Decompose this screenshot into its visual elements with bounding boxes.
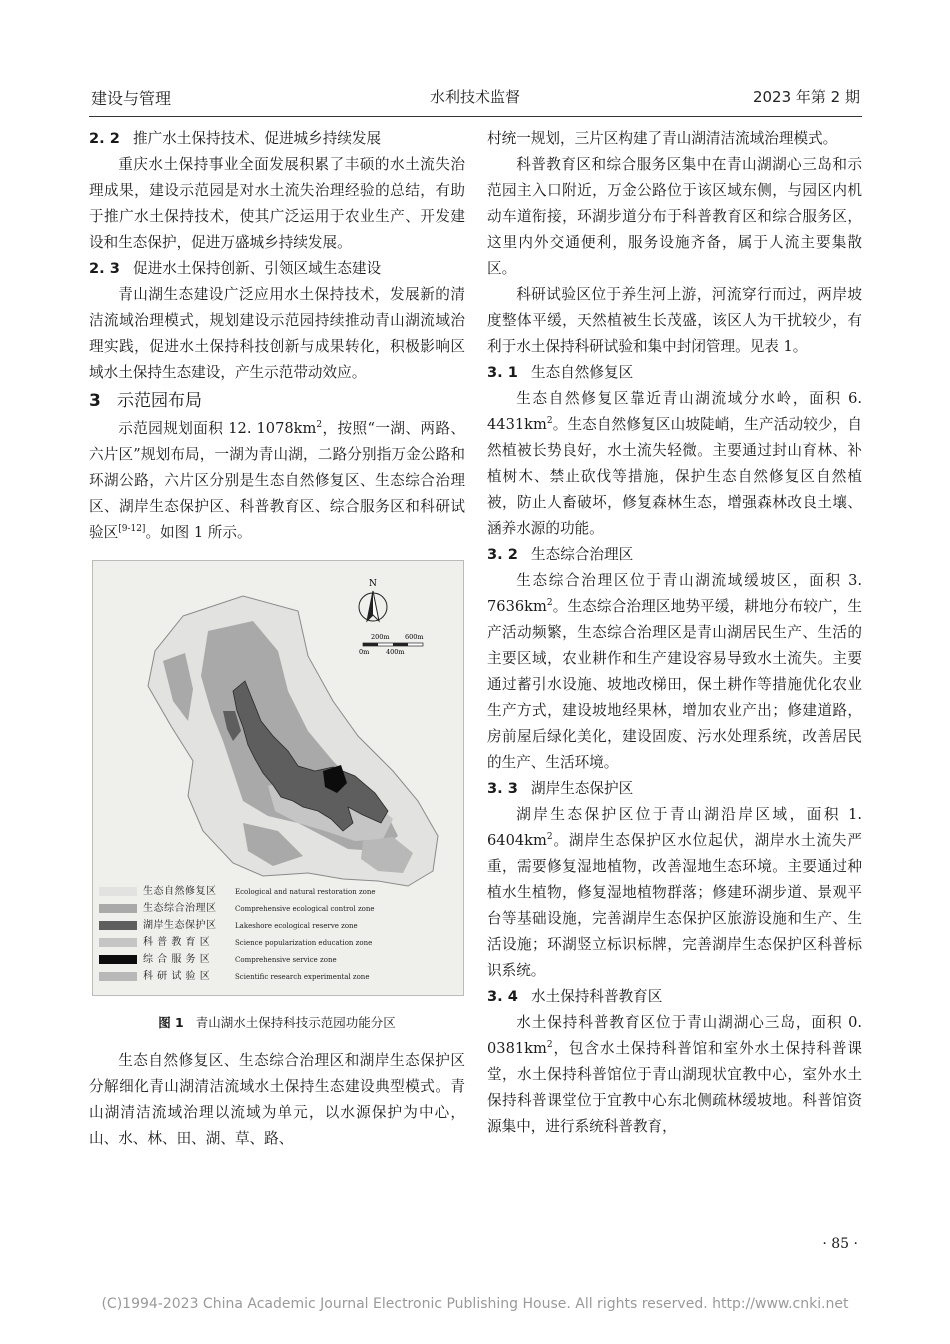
paragraph-2-2: 重庆水土保持事业全面发展积累了丰硕的水土流失治理成果，建设示范园是对水土流失治理经验的总结，有助于推广水土保持技术，使其广泛运用于农业生产、开发建设和生态保护，促进万盛城乡持续发展。 [89,156,465,251]
paragraph-research-zone: 科研试验区位于养生河上游，河流穿行而过，两岸坡度整体平缓，天然植被生长茂盛，该区人为干扰较少，有利于水土保持科研试验和集中封闭管理。见表 1。 [487,286,862,355]
north-label: N [369,579,377,589]
figure-caption: 图 1 青山湖水土保持科技示范园功能分区 [158,1015,396,1030]
legend-item: 生态综合治理区 Comprehensive ecological control zone [99,900,459,917]
paragraph-service-zone: 科普教育区和综合服务区集中在青山湖湖心三岛和示范园主入口附近，万金公路位于该区域东侧，与园区内机动车道衔接，环湖步道分布于科普教育区和综合服务区，这里内外交通便利，服务设施齐备，属于人流主要集散区。 [487,156,862,277]
copyright-footer: (C)1994-2023 China Academic Journal Electronic Publishing House. All rights reserved. http://www.cnki.net [101,1296,849,1312]
section-heading-3: 3 示范园布局 [89,391,202,411]
legend-swatch-0 [99,887,137,896]
figure-1 [89,560,465,1036]
left-column [89,126,465,1152]
section-heading-3-2: 3. 2 生态综合治理区 [487,546,634,563]
section-heading-2-2: 2. 2 推广水土保持技术、促进城乡持续发展 [89,130,382,147]
paragraph-3-2: 生态综合治理区位于青山湖流域缓坡区，面积 3. $7636km^2$。生态综合治理区地势平缓，耕地分布较广，生产活动频繁，生态综合治理区是青山湖居民生产、生活的主要区域，农业耕作和生产建设容易导致水土流失。主要通过蓄引水设施、坡地改梯田，保土耕作等措施优化农业生产方式，建设坡地经果林，增加农业产出；修建道路，房前屋后绿化美化，建设固废、污水处理系统，改善居民的生产、生活环境。 [487,572,862,771]
paragraph-after-figure: 生态自然修复区、生态综合治理区和湖岸生态保护区分解细化青山湖清洁流域水土保持生态建设典型模式。青山湖清洁流域治理以流域为单元，以水源保护为中心，山、水、林、田、湖、草、路、 [89,1052,465,1147]
paragraph-2-3: 青山湖生态建设广泛应用水土保持技术，发展新的清洁流域治理模式，规划建设示范园持续推动青山湖流域治理实践，促进水土保持科技创新与成果转化，积极影响区域水土保持生态建设，产生示范带动效应。 [89,286,465,381]
legend-swatch-5 [99,972,137,981]
legend-swatch-3 [99,938,137,947]
citation-ref[interactable]: [9-12] [118,524,146,535]
page-number: · 85 · [822,1236,858,1252]
legend-item: 科 普 教 育 区 Science popularization education zone [99,934,459,951]
scale-label-400: 400m [386,648,405,656]
paragraph-3-layout: 示范园规划面积 12. $1078km^2$，按照“一湖、两路、六片区”规划布局，一湖为青山湖，二路分别指万金公路和环湖公路，六片区分别是生态自然修复区、生态综合治理区、湖岸生态保护区、科普教育区、综合服务区和科研试验区[9-12]。如图 1 所示。 [89,420,466,541]
paragraph-continued: 村统一规划，三片区构建了青山湖清洁流域治理模式。 [487,130,838,147]
paragraph-3-1: 生态自然修复区靠近青山湖流域分水岭，面积 6. $4431km^2$。生态自然修复区山坡陡峭，生产活动较少，自然植被长势良好，水土流失轻微。主要通过封山育林、补植树木、禁止砍伐等措施，保护生态自然修复区自然植被，防止人畜破坏，修复森林生态，增强森林改良土壤、涵养水源的功能。 [487,390,862,537]
section-heading-3-1: 3. 1 生态自然修复区 [487,364,634,381]
legend-item: 湖岸生态保护区 Lakeshore ecological reserve zone [99,917,459,934]
legend-item: 科 研 试 验 区 Scientific research experimental zone [99,968,459,985]
map-legend [99,883,459,985]
scale-label-200: 200m [371,633,390,641]
legend-swatch-2 [99,921,137,930]
section-heading-2-3: 2. 3 促进水土保持创新、引领区域生态建设 [89,260,382,277]
zoning-map [92,560,464,996]
header-journal-name: 水利技术监督 [429,88,520,106]
header-rule [89,116,862,117]
right-column [487,126,862,1140]
section-heading-3-3: 3. 3 湖岸生态保护区 [487,780,634,797]
scale-label-600: 600m [405,633,424,641]
paragraph-3-3: 湖岸生态保护区位于青山湖沿岸区域，面积 1. $6404km^2$。湖岸生态保护区水位起伏，湖岸水土流失严重，需要修复湿地植物，改善湿地生态环境。主要通过种植水生植物，修复湿地植物群落；修建环湖步道、景观平台等基础设施，完善湖岸生态保护区旅游设施和生产、生活设施；环湖竖立标识标牌，完善湖岸生态保护区科普标识系统。 [487,806,862,979]
legend-item: 生态自然修复区 Ecological and natural restoration zone [99,883,459,900]
paragraph-3-4: 水土保持科普教育区位于青山湖湖心三岛，面积 0. $0381km^2$，包含水土保持科普馆和室外水土保持科普课堂，水土保持科普馆位于青山湖现状宜教中心，室外水土保持科普课堂位于宜教中心东北侧疏林缓坡地。科普馆资源集中，进行系统科普教育， [487,1014,862,1135]
header-section-title: 建设与管理 [91,89,172,108]
scale-label-0: 0m [359,648,370,656]
header-issue: 2023 年第 2 期 [752,88,860,106]
legend-swatch-1 [99,904,137,913]
legend-swatch-4 [99,955,137,964]
legend-item: 综 合 服 务 区 Comprehensive service zone [99,951,459,968]
section-heading-3-4: 3. 4 水土保持科普教育区 [487,988,663,1005]
